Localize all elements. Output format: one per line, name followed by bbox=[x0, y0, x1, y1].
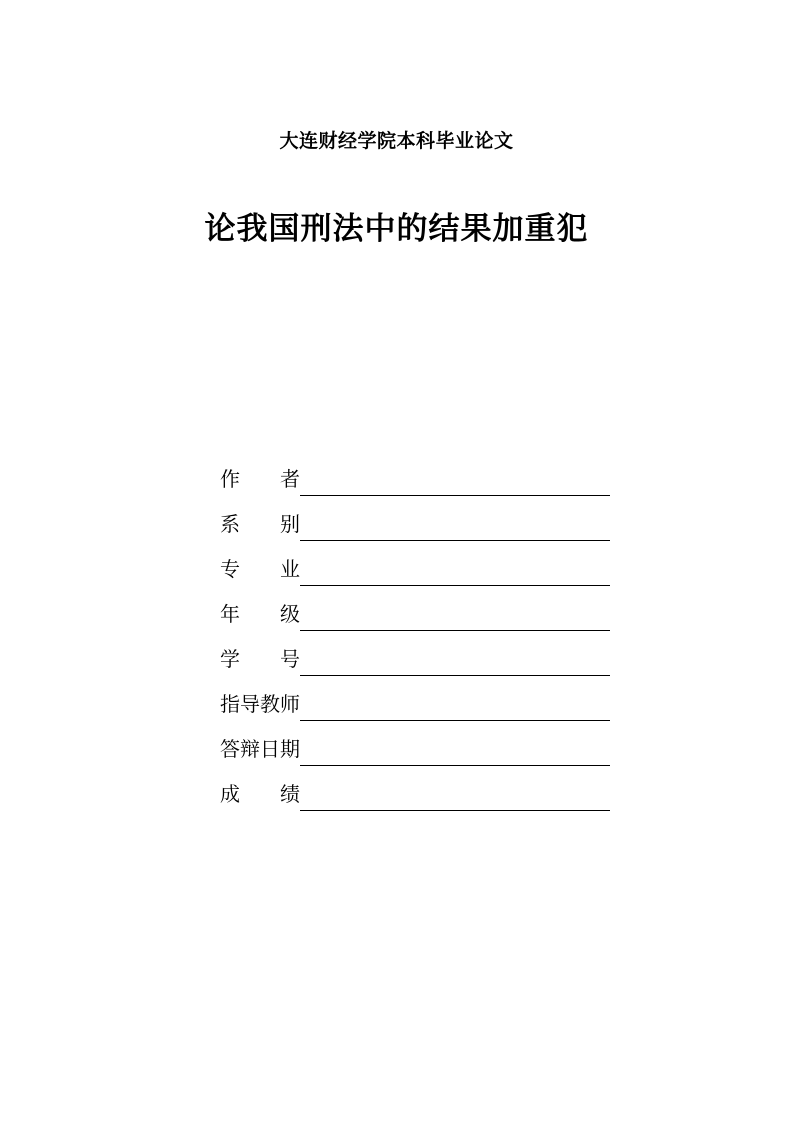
field-row-student-id bbox=[220, 635, 610, 676]
field-input-score[interactable] bbox=[300, 784, 610, 811]
field-value-student-id bbox=[300, 649, 610, 671]
field-value-author bbox=[300, 469, 610, 491]
field-label-student-id: 学 号 bbox=[220, 649, 300, 671]
field-label-grade: 年 级 bbox=[220, 604, 300, 626]
field-input-major[interactable] bbox=[300, 559, 610, 586]
field-row-defense-date bbox=[220, 725, 610, 766]
field-label-score: 成 绩 bbox=[220, 784, 300, 806]
field-value-major bbox=[300, 559, 610, 581]
field-input-defense-date[interactable] bbox=[300, 739, 610, 766]
field-label-advisor: 指导教师 bbox=[220, 694, 300, 716]
field-row-department bbox=[220, 500, 610, 541]
field-row-author bbox=[220, 455, 610, 496]
cover-fields-list bbox=[220, 455, 610, 815]
field-value-grade bbox=[300, 604, 610, 626]
field-value-advisor bbox=[300, 694, 610, 716]
field-value-defense-date bbox=[300, 739, 610, 761]
field-row-major bbox=[220, 545, 610, 586]
paper-title: 论我国刑法中的结果加重犯 bbox=[204, 211, 589, 246]
field-input-author[interactable] bbox=[300, 469, 610, 496]
field-row-advisor bbox=[220, 680, 610, 721]
field-label-department: 系 别 bbox=[220, 514, 300, 536]
field-label-defense-date: 答辩日期 bbox=[220, 739, 300, 761]
field-input-grade[interactable] bbox=[300, 604, 610, 631]
field-row-grade bbox=[220, 590, 610, 631]
field-input-student-id[interactable] bbox=[300, 649, 610, 676]
field-value-department bbox=[300, 514, 610, 536]
field-value-score bbox=[300, 784, 610, 806]
field-label-major: 专 业 bbox=[220, 559, 300, 581]
field-input-department[interactable] bbox=[300, 514, 610, 541]
field-input-advisor[interactable] bbox=[300, 694, 610, 721]
field-row-score bbox=[220, 770, 610, 811]
field-label-author: 作 者 bbox=[220, 469, 300, 491]
school-name-heading: 大连财经学院本科毕业论文 bbox=[279, 131, 514, 152]
